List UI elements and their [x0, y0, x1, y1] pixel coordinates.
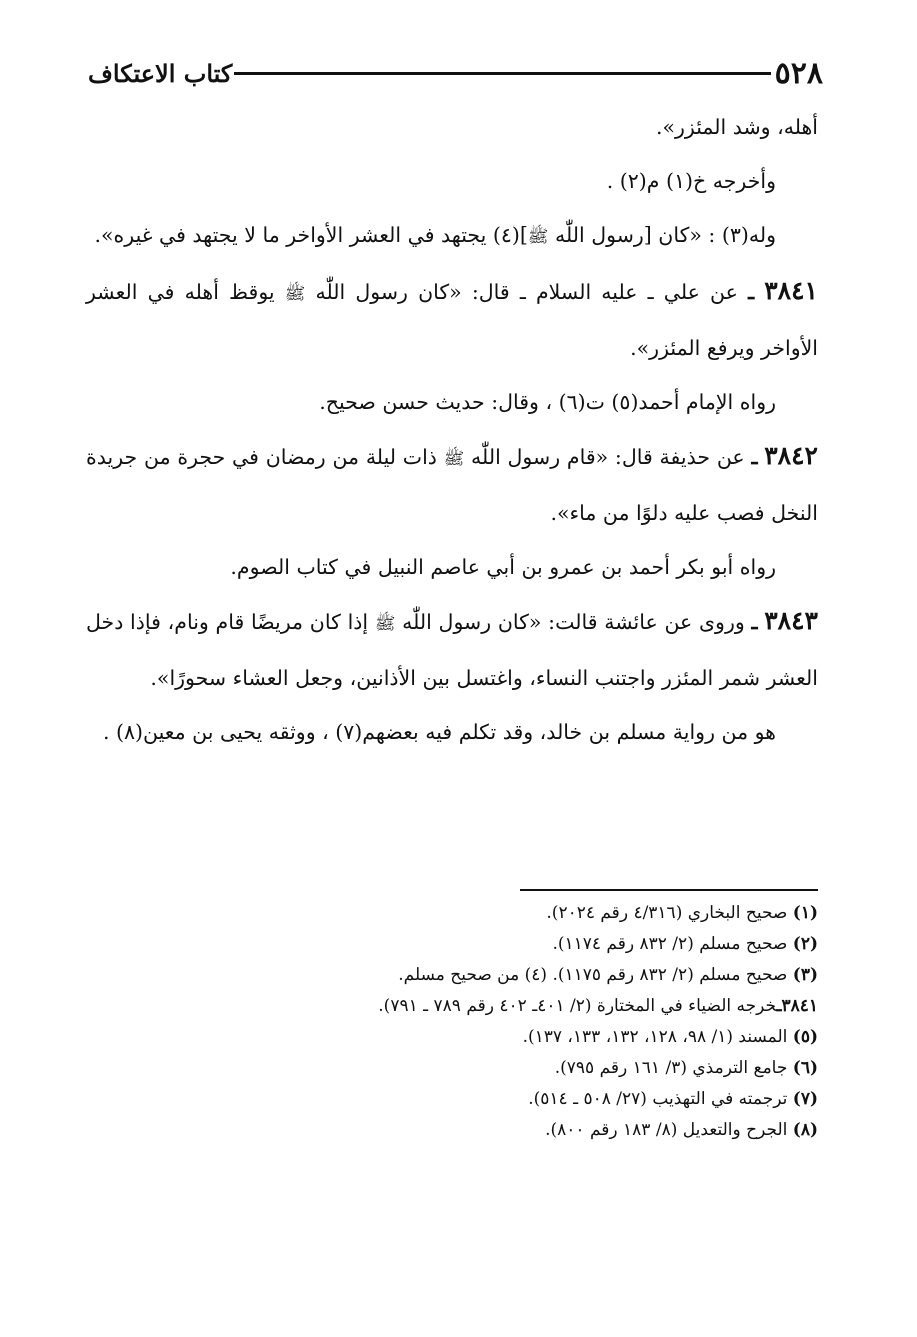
- hadith-text-a: عن علي ـ عليه السلام ـ قال: «كان رسول اللّٰه: [315, 280, 738, 304]
- footnote-3: [240, 960, 818, 991]
- hadith-text-b: إذا كان مريضًا قام ونام، فإذا دخل العشر شمر المئزر واجتنب النساء، واغتسل بين الأذانين، وجعل العشاء سحورًا».: [86, 610, 818, 690]
- hadith-dash: ـ: [748, 280, 755, 304]
- footnote-text: الجرح والتعديل (٨/ ١٨٣ رقم ٨٠٠).: [545, 1120, 788, 1140]
- hadith-dash: ـ: [751, 445, 758, 469]
- footnote-7: [240, 1084, 818, 1115]
- footnote-text: صحيح مسلم (٢/ ٨٣٢ رقم ١١٧٥). (٤) من صحيح مسلم.: [398, 965, 788, 985]
- salla-glyph: ﷺ: [284, 284, 306, 304]
- page-number: ٥٢٨: [774, 56, 823, 91]
- salla-glyph: ﷺ: [443, 449, 465, 469]
- hadith-number: ٣٨٤١: [764, 276, 818, 305]
- paragraph-1: أهله، وشد المئزر».: [655, 115, 818, 139]
- hadith-3841: [86, 264, 818, 375]
- paragraph-3-text-b: ](٤) يجتهد في العشر الأواخر ما لا يجتهد في غيره».: [94, 223, 528, 247]
- main-text: [86, 100, 818, 759]
- salla-glyph: ﷺ: [527, 227, 549, 247]
- footnote-number: (٥): [792, 1027, 818, 1047]
- footnote-2: [240, 929, 818, 960]
- footnote-6: [240, 1053, 818, 1084]
- hadith-3842-note: رواه أبو بكر أحمد بن عمرو بن أبي عاصم النبيل في كتاب الصوم.: [230, 555, 776, 579]
- footnote-number: (٧): [792, 1089, 818, 1109]
- hadith-text-b: ذات ليلة من رمضان في حجرة من جريدة النخل فصب عليه دلوًا من ماء».: [86, 445, 818, 525]
- hadith-number: ٣٨٤٣: [764, 606, 818, 635]
- hadith-text-a: عن حذيفة قال: «قام رسول اللّٰه: [471, 445, 745, 469]
- footnote-text: خرجه الضياء في المختارة (٢/ ٤٠١ـ ٤٠٢ رقم ٧٨٩ ـ ٧٩١).: [378, 996, 777, 1016]
- footnote-number: ٣٨٤١ـ: [776, 996, 818, 1016]
- hadith-dash: ـ: [751, 610, 758, 634]
- hadith-text-a: وروى عن عائشة قالت: «كان رسول اللّٰه: [402, 610, 745, 634]
- paragraph-3: [86, 208, 818, 264]
- hadith-3842: [86, 429, 818, 540]
- footnote-number: (٨): [792, 1120, 818, 1140]
- footnote-number: (٣): [792, 965, 818, 985]
- footnote-number: (١): [792, 903, 818, 923]
- page-header: [88, 52, 823, 96]
- salla-glyph: ﷺ: [374, 614, 396, 634]
- footnotes: [240, 898, 818, 1146]
- hadith-3841-note: رواه الإمام أحمد(٥) ت(٦) ، وقال: حديث حسن صحيح.: [319, 390, 776, 414]
- footnote-text: المسند (١/ ٩٨، ١٢٨، ١٣٢، ١٣٣، ١٣٧).: [522, 1027, 788, 1047]
- hadith-text-b: يوقظ أهله في العشر الأواخر ويرفع المئزر».: [86, 280, 818, 360]
- hadith-3843: [86, 594, 818, 705]
- footnote-text: ترجمته في التهذيب (٢٧/ ٥٠٨ ـ ٥١٤).: [528, 1089, 788, 1109]
- hadith-3843-note: هو من رواية مسلم بن خالد، وقد تكلم فيه بعضهم(٧) ، ووثقه يحيى بن معين(٨) .: [102, 720, 776, 744]
- footnote-8: [240, 1115, 818, 1146]
- footnote-rule: [520, 889, 818, 891]
- paragraph-3-text-a: وله(٣) : «كان [رسول اللّٰه: [554, 223, 776, 247]
- hadith-number: ٣٨٤٢: [764, 441, 818, 470]
- footnote-text: جامع الترمذي (٣/ ١٦١ رقم ٧٩٥).: [554, 1058, 788, 1078]
- footnote-number: (٢): [792, 934, 818, 954]
- footnote-text: صحيح مسلم (٢/ ٨٣٢ رقم ١١٧٤).: [552, 934, 788, 954]
- book-title: كتاب الاعتكاف: [88, 59, 233, 88]
- footnote-text: صحيح البخاري (٤/٣١٦ رقم ٢٠٢٤).: [546, 903, 788, 923]
- footnote-5: [240, 1022, 818, 1053]
- footnote-3841: [240, 991, 818, 1022]
- header-rule: [234, 72, 771, 75]
- paragraph-2: وأخرجه خ(١) م(٢) .: [606, 169, 776, 193]
- footnote-1: [240, 898, 818, 929]
- footnote-number: (٦): [792, 1058, 818, 1078]
